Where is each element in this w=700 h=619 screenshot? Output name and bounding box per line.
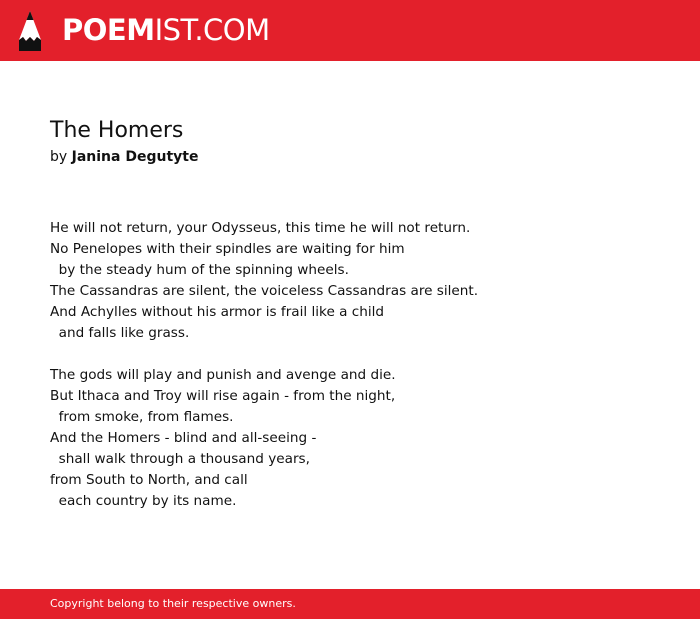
poem-content xyxy=(50,116,670,512)
poem-line: from smoke, from flames. xyxy=(50,409,234,425)
poem-line: The gods will play and punish and avenge and die. xyxy=(50,367,396,383)
site-footer xyxy=(0,589,700,619)
byline xyxy=(50,147,670,167)
logo-text-light: IST.COM xyxy=(154,13,270,47)
site-header xyxy=(0,0,700,61)
poem-line: And the Homers - blind and all-seeing - xyxy=(50,430,317,446)
by-label: by xyxy=(50,149,68,165)
poem-line: and falls like grass. xyxy=(50,325,190,341)
poem-line: No Penelopes with their spindles are waiting for him xyxy=(50,241,405,257)
poem-line: from South to North, and call xyxy=(50,472,248,488)
poem-line: each country by its name. xyxy=(50,493,237,509)
pencil-tip-icon[interactable] xyxy=(18,10,42,51)
poem-line: And Achylles without his armor is frail like a child xyxy=(50,304,385,320)
site-logo[interactable] xyxy=(62,12,270,48)
copyright-notice: Copyright belong to their respective owners. xyxy=(50,597,296,610)
stanza-break xyxy=(50,344,670,365)
poem-title: The Homers xyxy=(50,118,184,143)
poem-line: But Ithaca and Troy will rise again - from the night, xyxy=(50,388,396,404)
poem-line: by the steady hum of the spinning wheels. xyxy=(50,262,349,278)
logo-text-bold: POEM xyxy=(62,13,155,47)
poem-line: The Cassandras are silent, the voiceless Cassandras are silent. xyxy=(50,283,479,299)
poem-body xyxy=(50,218,670,512)
poem-line: shall walk through a thousand years, xyxy=(50,451,310,467)
poem-line: He will not return, your Odysseus, this time he will not return. xyxy=(50,220,471,236)
author-name: Janina Degutyte xyxy=(71,149,199,165)
